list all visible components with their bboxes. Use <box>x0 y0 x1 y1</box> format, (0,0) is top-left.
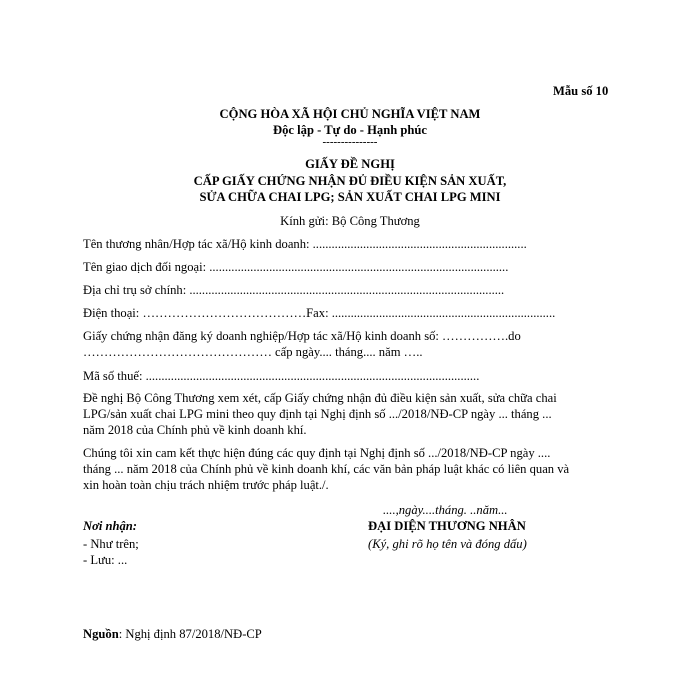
commitment-paragraph-line1: Chúng tôi xin cam kết thực hiện đúng các quy định tại Nghị định số .../2018/NĐ-CP ngày .... <box>83 446 551 460</box>
registration-cert-line2: ……………………………………… cấp ngày.... tháng.... năm ….. <box>83 345 423 359</box>
document-subtitle-line2: SỬA CHỮA CHAI LPG; SẢN XUẤT CHAI LPG MINI <box>199 190 501 204</box>
tax-code-field: Mã số thuế: .......................................................................................................... <box>83 369 480 383</box>
request-paragraph-line3: năm 2018 của Chính phủ về kinh doanh khí. <box>83 423 307 437</box>
source-note <box>83 627 262 643</box>
foreign-name-field: Tên giao dịch đối ngoại: ............................................................................................... <box>83 260 509 274</box>
national-motto: Độc lập - Tự do - Hạnh phúc <box>273 123 427 137</box>
commitment-paragraph-line2: tháng ... năm 2018 của Chính phủ về kinh doanh khí, các văn bản pháp luật khác có liên quan và <box>83 462 570 476</box>
signature-title: ĐẠI DIỆN THƯƠNG NHÂN <box>368 519 526 533</box>
date-line: ....,ngày....tháng. ..năm... <box>383 503 508 517</box>
recipient-line: Kính gửi: Bộ Công Thương <box>280 214 420 228</box>
phone-fax-field: Điện thoại: …………………………………Fax: ....................................................................... <box>83 306 556 320</box>
request-paragraph-line1: Đề nghị Bộ Công Thương xem xét, cấp Giấy chứng nhận đủ điều kiện sản xuất, sửa chữa chai <box>83 391 557 405</box>
request-paragraph-line2: LPG/sản xuất chai LPG mini theo quy định tại Nghị định số .../2018/NĐ-CP ngày ... tháng ... <box>83 407 552 421</box>
source-text: : Nghị định 87/2018/NĐ-CP <box>118 627 262 641</box>
recipients-item: - Như trên; <box>83 537 139 551</box>
address-field: Địa chỉ trụ sở chính: .................................................................................................... <box>83 283 505 297</box>
country-name: CỘNG HÒA XÃ HỘI CHỦ NGHĨA VIỆT NAM <box>219 107 481 121</box>
source-label: Nguồn <box>83 627 119 641</box>
commitment-paragraph-line3: xin hoàn toàn chịu trách nhiệm trước pháp luật./. <box>83 478 329 492</box>
recipients-label: Nơi nhận: <box>83 519 138 533</box>
signature-note: (Ký, ghi rõ họ tên và đóng dấu) <box>368 537 527 551</box>
registration-cert-line1: Giấy chứng nhận đăng ký doanh nghiệp/Hợp tác xã/Hộ kinh doanh số: …………….do <box>83 329 521 343</box>
header-separator: --------------- <box>322 136 378 148</box>
document-title: GIẤY ĐỀ NGHỊ <box>305 157 395 171</box>
form-number: Mẫu số 10 <box>553 84 609 98</box>
recipients-item: - Lưu: ... <box>83 553 128 567</box>
document-subtitle-line1: CẤP GIẤY CHỨNG NHẬN ĐỦ ĐIỀU KIỆN SẢN XUẤT, <box>193 174 507 188</box>
trader-name-field: Tên thương nhân/Hợp tác xã/Hộ kinh doanh: .................................................................... <box>83 237 527 251</box>
